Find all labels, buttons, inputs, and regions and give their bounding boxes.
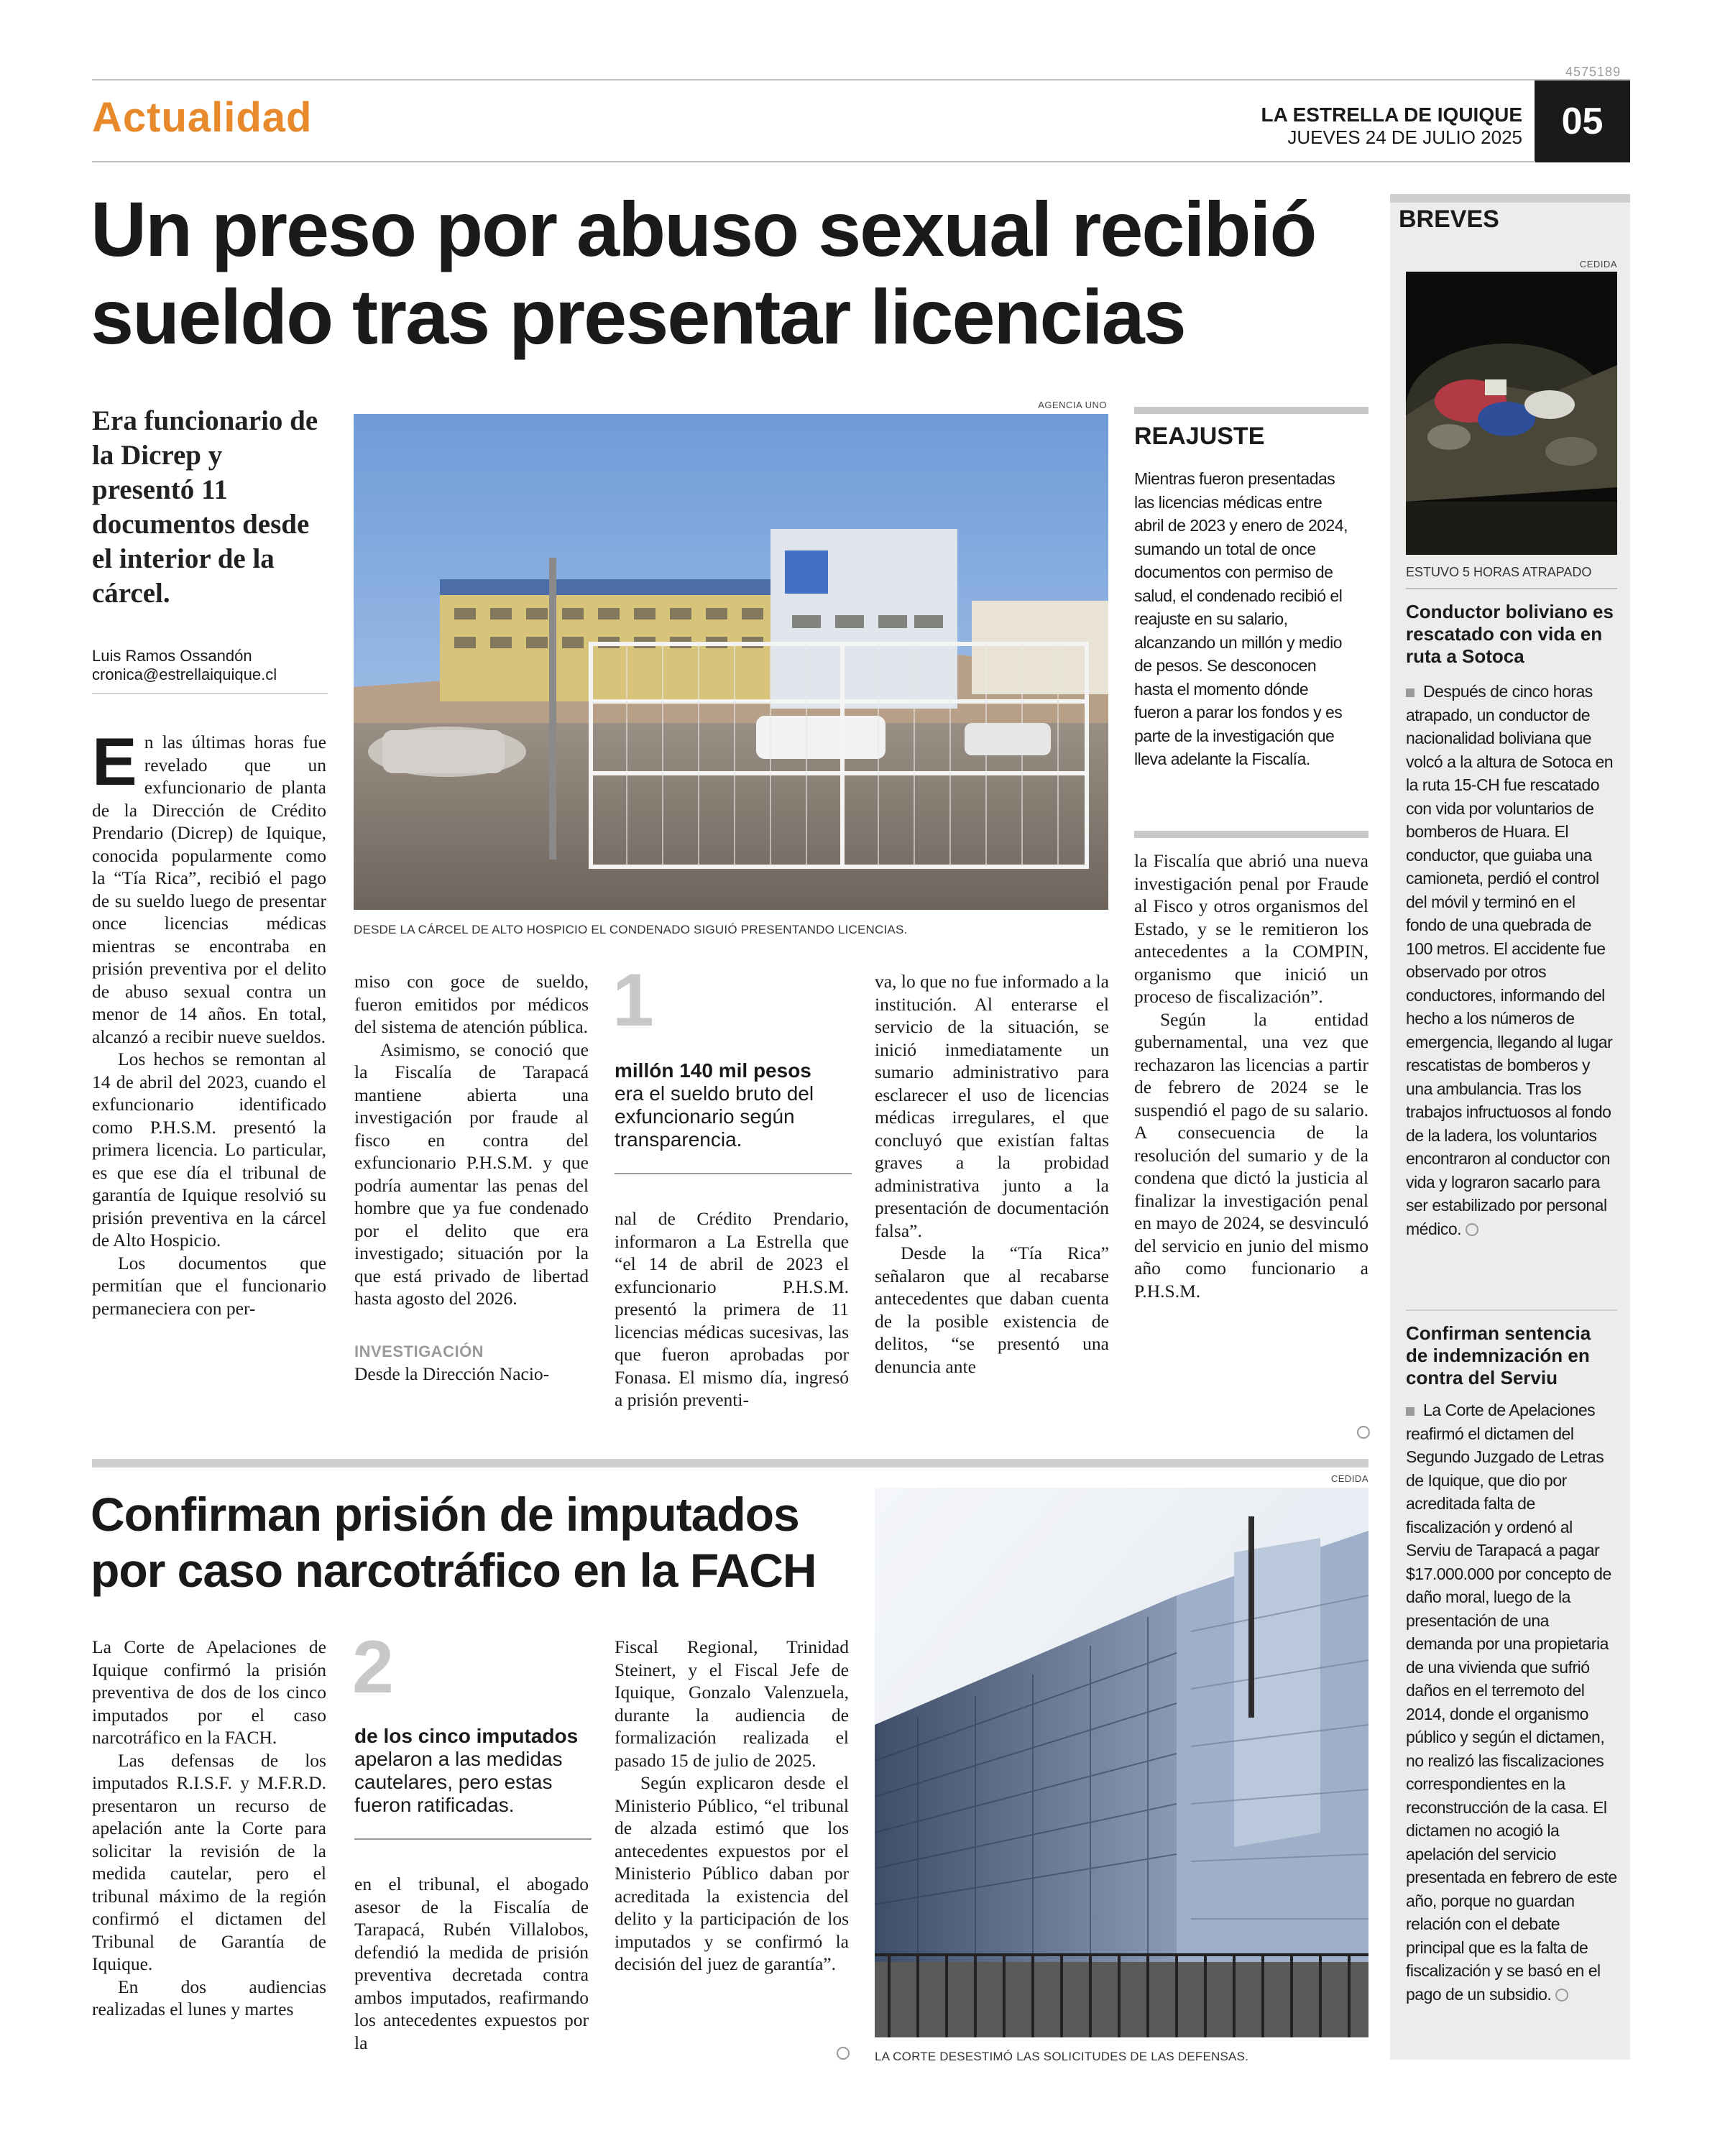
breves-caption-rule bbox=[1406, 588, 1617, 589]
lead-paragraph: Era funcionario de la Dicrep y presentó 11 documentos desde el interior de la cárcel. bbox=[92, 405, 318, 609]
main-col4-p1: va, lo que no fue informado a la institución. Al enterarse el servicio de la situación, se inició inmediatamente un sumario administrativo para esclarecer el uso de licencias médicas irregulares, el que concluyó que existían faltas graves a la probidad administrativa junto a la presentación de documentación falsa”. bbox=[875, 971, 1109, 1241]
main-photo bbox=[354, 414, 1108, 910]
second-article-column-1 bbox=[92, 1636, 326, 2021]
stat-rule-2 bbox=[354, 1838, 592, 1840]
second-article-column-2 bbox=[354, 1873, 589, 2054]
court-photo bbox=[875, 1488, 1368, 2037]
main-article-column-3 bbox=[615, 1207, 849, 1411]
main-headline bbox=[91, 185, 1370, 361]
breves-title: BREVES bbox=[1399, 206, 1499, 233]
main-col5-p1: la Fiscalía que abrió una nueva investigación penal por Fraude al Fisco y otros organismos del Estado, y se le remitieron los antecedentes a la COMPIN, organismo que inició un proceso de fiscalización”. bbox=[1134, 850, 1368, 1007]
stat-box-2 bbox=[354, 1725, 592, 1817]
main-col5-p2: Según la entidad gubernamental, una vez que rechazaron las licencias a partir de febrero de 2024 se le suspendió el pago de su salario. A consecuencia de la resolución del sumario y de la condena que dictó la justicia al finalizar la investigación penal en mayo de 2024, se desvinculó del servicio en junio del mismo año como funcionario a P.H.S.M. bbox=[1134, 1008, 1368, 1302]
reajuste-box-bottom bbox=[1134, 831, 1368, 838]
breves-item1-text bbox=[1406, 680, 1617, 1240]
reajuste-text: Mientras fueron presentadas las licencias médicas entre abril de 2023 y enero de 2024, sumando un total de once documentos con permiso de salud, el condenado recibió el reajuste en su salario, alcanzando un millón y medio de pesos. Se desconocen hasta el momento dónde fueron a parar los fondos y es parte de la investigación que lleva adelante la Fiscalía. bbox=[1134, 469, 1348, 768]
breves-item2-title: Confirman sentencia de indemnización en contra del Serviu bbox=[1406, 1322, 1591, 1388]
rescue-night-image bbox=[1406, 272, 1617, 555]
breves-item2-text bbox=[1406, 1399, 1617, 2006]
author-rule bbox=[92, 693, 328, 694]
breves-top-rule bbox=[1390, 194, 1630, 203]
author-name: Luis Ramos Ossandón bbox=[92, 647, 252, 665]
main-photo-credit: AGENCIA UNO bbox=[1038, 400, 1107, 410]
main-col1-p3: Los documentos que permitían que el funcionario permaneciera con per- bbox=[92, 1252, 326, 1319]
breves-photo-caption: ESTUVO 5 HORAS ATRAPADO bbox=[1406, 565, 1592, 579]
breves-item1-body: Después de cinco horas atrapado, un conductor de nacionalidad boliviana que volcó a la altura de Sotoca en la ruta 15-CH fue rescatado con vida por voluntarios de bomberos de Huara. El conductor, que guiaba una camioneta, perdió el control del móvil y terminó en el fondo de una quebrada de 100 metros. El accidente fue observado por otros conductores, informando del hecho a los números de emergencia, llegando al lugar rescatistas de bomberos y una ambulancia. Tras los trabajos infructuosos al fondo de la ladera, los voluntarios encontraron al conductor con vida y lograron sacarlo para ser estabilizado por personal médico. bbox=[1406, 682, 1614, 1238]
stat-text-1: era el sueldo bruto del exfuncionario según transparencia. bbox=[615, 1082, 814, 1151]
second-col1-p3: En dos audiencias realizadas el lunes y martes bbox=[92, 1976, 326, 2019]
header-bottom-rule bbox=[92, 161, 1535, 162]
second-col1-p2: Las defensas de los imputados R.I.S.F. y M.F.R.D. presentaron un recurso de apelación ante la Corte para solicitar la revisión de la medida cautelar, pero el tribunal máximo de la región confirmó el dictamen del Tribunal de Garantía de Iquique. bbox=[92, 1749, 326, 1974]
second-col3-p2: Según explicaron desde el Ministerio Público, “el tribunal de alzada estimó que los antecedentes expuestos por el Ministerio Público daban por acreditada la existencia del delito y la participación de los imputados y se confirmó la decisión del juez de garantía”. bbox=[615, 1772, 849, 1974]
main-article-column-5 bbox=[1134, 849, 1368, 1302]
breves-photo bbox=[1406, 272, 1617, 555]
main-article-column-2 bbox=[354, 970, 589, 1386]
breves-item1-title: Conductor boliviano es rescatado con vida en ruta a Sotoca bbox=[1406, 601, 1614, 667]
stat-bold-1: millón 140 mil pesos bbox=[615, 1059, 811, 1082]
stat-bold-2: de los cinco imputados bbox=[354, 1725, 579, 1747]
main-article-column-4 bbox=[875, 970, 1109, 1378]
main-col2-p2: Asimismo, se conoció que la Fiscalía de Tarapacá mantiene abierta una investigación por fraude al fisco en contra del exfuncionario P.H.S.M. y que podría aumentar las penas del hombre que ya fue condenado por el delito que era investigado; situación por la que está privado de libertad hasta agosto del 2026. bbox=[354, 1038, 589, 1309]
stat-box-1 bbox=[615, 1059, 852, 1151]
second-col3-p1: Fiscal Regional, Trinidad Steinert, y el Fiscal Jefe de Iquique, Gonzalo Valenzuela, durante la audiencia de formalización realizada el pasado 15 de julio de 2025. bbox=[615, 1636, 849, 1771]
main-article-column-1 bbox=[92, 724, 326, 1319]
bullet-icon bbox=[1406, 688, 1414, 697]
second-article-column-3 bbox=[615, 1636, 849, 1976]
main-col2-p3: Desde la Dirección Nacio- bbox=[354, 1363, 550, 1384]
prison-gate-image bbox=[354, 414, 1108, 910]
main-col1-p2: Los hechos se remontan al 14 de abril del 2023, cuando el exfuncionario identificado como P.H.S.M. presentó la primera licencia. Lo particular, es que ese día el tribunal de garantía de Iquique resolvió su prisión preventiva en la cárcel de Alto Hospicio. bbox=[92, 1049, 326, 1250]
stat-text-2: apelaron a las medidas cautelares, pero estas fueron ratificadas. bbox=[354, 1748, 563, 1816]
author-email: cronica@estrellaiquique.cl bbox=[92, 665, 277, 683]
stat-rule-1 bbox=[615, 1173, 852, 1174]
main-photo-caption: DESDE LA CÁRCEL DE ALTO HOSPICIO EL CONDENADO SIGUIÓ PRESENTANDO LICENCIAS. bbox=[354, 923, 908, 936]
court-photo-credit: CEDIDA bbox=[1330, 1473, 1368, 1484]
main-headline-line2: sueldo tras presentar licencias bbox=[91, 273, 1185, 360]
breves-photo-credit: CEDIDA bbox=[1579, 259, 1617, 270]
main-col3-p1: nal de Crédito Prendario, informaron a La Estrella que “el 14 de abril de 2023 el exfuncionario P.H.S.M. presentó la primera de 11 licencias médicas sucesivas, las que fueron aprobadas por Fonasa. El mismo día, ingresó a prisión preventi- bbox=[615, 1208, 849, 1410]
end-mark-icon bbox=[1357, 1426, 1370, 1439]
newspaper-name: LA ESTRELLA DE IQUIQUE bbox=[1261, 103, 1522, 126]
main-headline-line1: Un preso por abuso sexual recibió bbox=[91, 185, 1316, 272]
breves-item2-body: La Corte de Apelaciones reafirmó el dictamen del Segundo Juzgado de Letras de Iquique, que dio por acreditada falta de fiscalización y ordenó al Serviu de Tarapacá a pagar $17.000.000 por concepto de daño moral, luego de la presentación de una demanda por una propietaria de una vivienda que sufrió daños en el terremoto del 2014, donde el organismo público y según el dictamen, no realizó las fiscalizaciones correspondientes en la reconstrucción de la casa. El dictamen no acogió la apelación del servicio presentada en febrero de este año, porque no guardan relación con el debate principal que es la falta de fiscalización y se basó en el pago de un subsidio. bbox=[1406, 1401, 1617, 2004]
section-title: Actualidad bbox=[92, 94, 313, 141]
subhead-investigacion: INVESTIGACIÓN bbox=[354, 1342, 484, 1360]
bullet-icon-2 bbox=[1406, 1407, 1414, 1416]
reajuste-box-rule bbox=[1134, 407, 1368, 414]
court-photo-caption: LA CORTE DESESTIMÓ LAS SOLICITUDES DE LAS DEFENSAS. bbox=[875, 2050, 1249, 2063]
reajuste-title: REAJUSTE bbox=[1134, 423, 1265, 450]
end-mark-icon-3 bbox=[1466, 1223, 1478, 1236]
stat-number-1: 1 bbox=[612, 959, 654, 1042]
second-col1-p1: La Corte de Apelaciones de Iquique confirmó la prisión preventiva de dos de los cinco imputados por el caso narcotráfico en la FACH. bbox=[92, 1636, 326, 1748]
article-separator bbox=[92, 1459, 1368, 1468]
main-col2-p1: miso con goce de sueldo, fueron emitidos por médicos del sistema de atención pública. bbox=[354, 971, 589, 1037]
end-mark-icon-4 bbox=[1555, 1989, 1568, 2001]
document-id: 4575189 bbox=[1565, 65, 1622, 79]
second-headline bbox=[91, 1486, 852, 1598]
stat-number-2: 2 bbox=[352, 1626, 394, 1709]
end-mark-icon-2 bbox=[837, 2047, 850, 2060]
header-top-rule bbox=[92, 79, 1630, 80]
issue-date: JUEVES 24 DE JULIO 2025 bbox=[1287, 126, 1522, 148]
second-col2-p1: en el tribunal, el abogado asesor de la Fiscalía de Tarapacá, Rubén Villalobos, defendió la medida de prisión preventiva decretada contra ambos imputados, reafirmando los antecedentes expuestos por la bbox=[354, 1874, 589, 2053]
main-col1-p1: n las últimas horas fue revelado que un exfuncionario de planta de la Dirección de Crédito Prendario (Dicrep) de Iquique, conocida popularmente como la “Tía Rica”, recibió el pago de su sueldo luego de presentar once licencias médicas mientras se encontraba en prisión preventiva por el delito de abuso sexual contra un menor de 14 años. En total, alcanzó a recibir nueve sueldos. bbox=[92, 732, 326, 1047]
dropcap-letter: E bbox=[92, 724, 137, 799]
second-headline-line1: Confirman prisión de imputados bbox=[91, 1488, 799, 1541]
main-col4-p2: Desde la “Tía Rica” señalaron que al recabarse antecedentes que daban cuenta de la posible existencia de delitos, “se presentó una denuncia ante bbox=[875, 1243, 1109, 1377]
page-number: 05 bbox=[1535, 80, 1630, 162]
second-headline-line2: por caso narcotráfico en la FACH bbox=[91, 1544, 816, 1597]
court-building-image bbox=[875, 1488, 1368, 2037]
breves-item-separator bbox=[1406, 1309, 1617, 1311]
